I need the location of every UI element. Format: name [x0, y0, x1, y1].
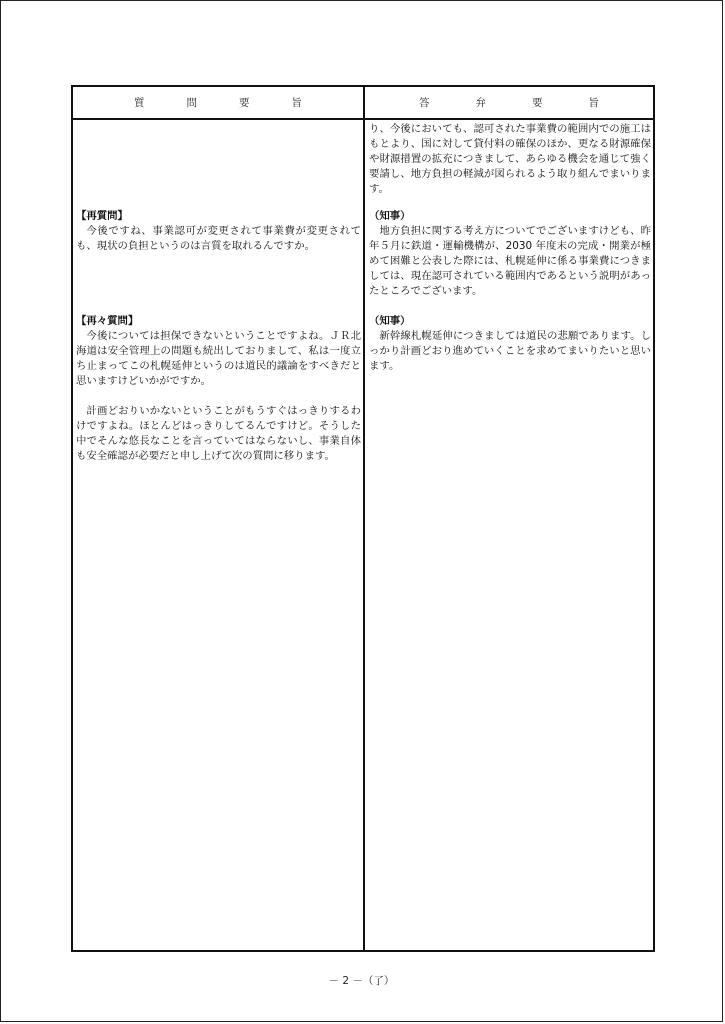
page-number: － 2 －（了） [328, 975, 395, 987]
answer-header-char: 要 [532, 97, 543, 109]
answer-header-char: 答 [419, 97, 430, 109]
qa-table [71, 85, 655, 952]
answer-header-char: 弁 [475, 97, 486, 109]
answer-header-char: 旨 [588, 97, 599, 109]
column-divider [363, 87, 365, 950]
governor-answer-label: （知事） [369, 210, 411, 222]
question-column-header [73, 87, 363, 118]
governor-answer-block [369, 209, 651, 299]
re-re-question-text: 今後については担保できないということですよね。ＪＲ北海道は安全管理上の問題も続出しておりまして、私は一度立ち止まってこの札幌延伸というのは道民的議論をすべきだと思いますけどいかがですか。 [76, 330, 361, 387]
question-header-char: 問 [186, 97, 197, 109]
answer-column [369, 120, 651, 950]
governor-answer-text: 地方負担に関する考え方についてでございますけども、昨年５月に鉄道・運輸機構が、2030 年度末の完成・開業が極めて困難と公表した際には、札幌延伸に係る事業費につきましては、現在認可されている範囲内であるという説明があったところでございます。 [369, 225, 651, 297]
question-header-char: 要 [239, 97, 250, 109]
answer-continuation-block [369, 122, 651, 197]
governor-answer-block [369, 314, 651, 374]
question-header-char: 質 [134, 97, 145, 109]
governor-answer-text: 新幹線札幌延伸につきましては道民の悲願であります。しっかり計画どおり進めていくことを求めてまいりたいと思います。 [369, 330, 651, 372]
re-question-label: 【再質問】 [76, 210, 128, 222]
re-re-question-text: 計画どおりいかないということがもうすぐはっきりするわけですよね。ほとんどはっきりしてるんですけど。そうした中でそんな悠長なことを言っていてはならないし、事業自体も安全確認が必要だと申し上げて次の質問に移ります。 [76, 405, 361, 462]
answer-continuation-text: り、今後においても、認可された事業費の範囲内での施工はもとより、国に対して貸付料の確保のほか、更なる財源確保や財源措置の拡充につきまして、あらゆる機会を通じて強く要請し、地方負担の軽減が図られるよう取り組んでまいります。 [369, 123, 651, 195]
answer-column-header [365, 87, 653, 118]
re-question-text: 今後ですね、事業認可が変更されて事業費が変更されても、現状の負担というのは言質を取れるんですか。 [76, 225, 361, 252]
re-re-question-block [76, 314, 361, 464]
question-header-char: 旨 [291, 97, 302, 109]
re-re-question-label: 【再々質問】 [76, 315, 139, 327]
question-column [76, 120, 361, 950]
governor-answer-label: （知事） [369, 315, 411, 327]
re-question-block [76, 209, 361, 254]
